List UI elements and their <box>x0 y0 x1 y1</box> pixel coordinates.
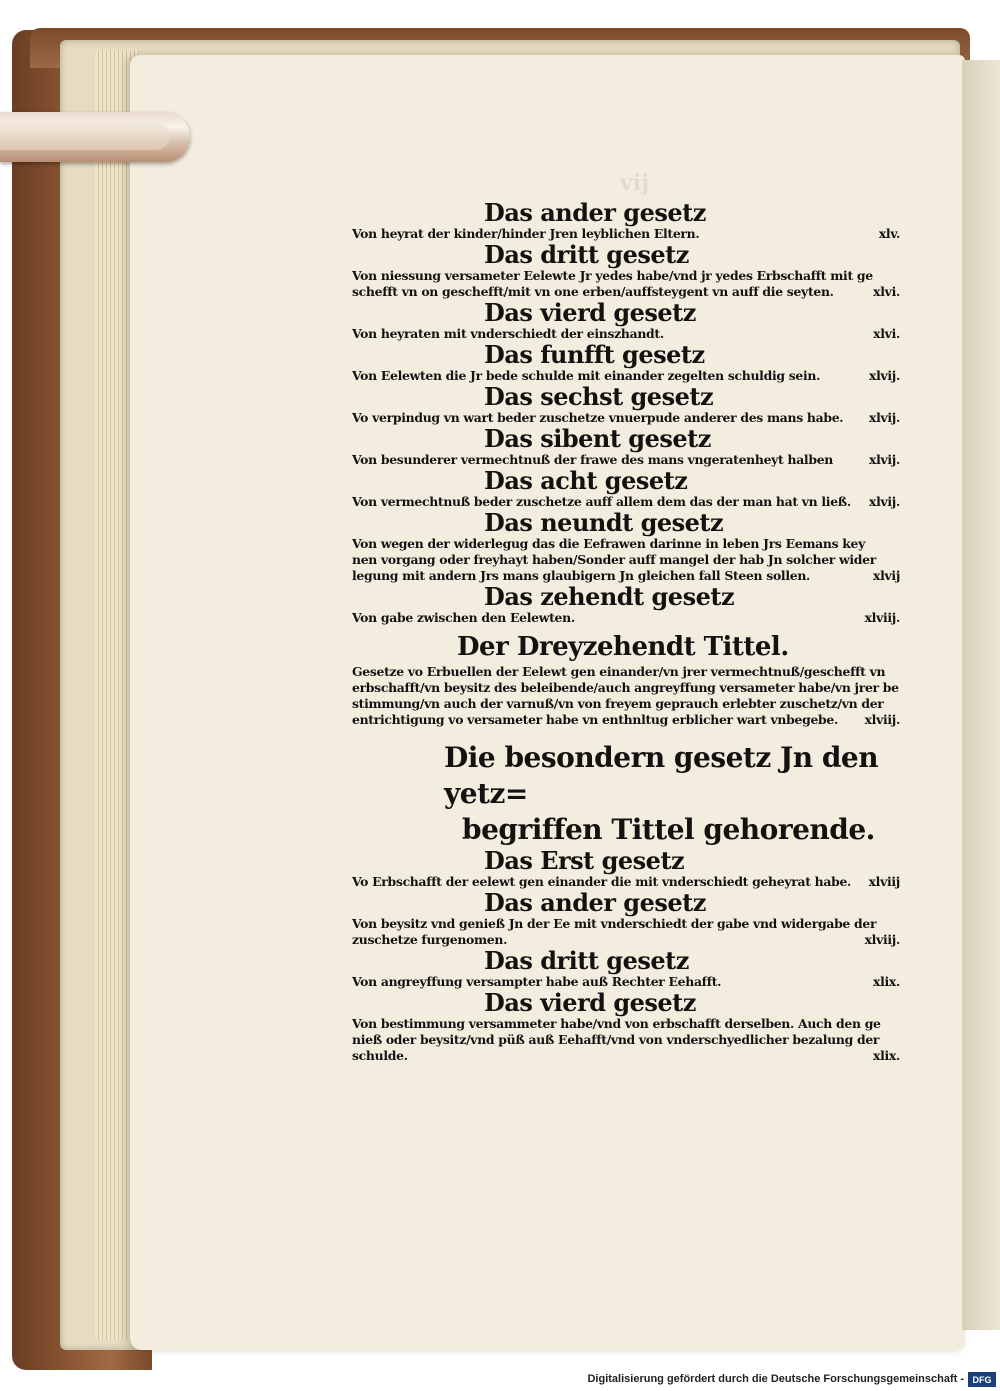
section-heading: Das dritt gesetz <box>484 946 689 975</box>
folio-reference <box>890 696 900 712</box>
entry-text: Von gabe zwischen den Eelewten. <box>352 610 575 625</box>
folio-reference: xlvij. <box>869 368 900 383</box>
folio-reference: xlvij. <box>869 494 900 509</box>
entry-line <box>352 664 900 680</box>
entry-line <box>352 696 900 712</box>
entry-line <box>352 1016 900 1032</box>
folio-reference: xlviij <box>868 874 900 889</box>
entry-text: zuschetze furgenomen. <box>352 932 508 947</box>
entry-line <box>352 916 900 932</box>
entry-text: Von besunderer vermechtnuß der frawe des mans vngeratenheyt halben <box>352 452 833 467</box>
facing-page-edge <box>962 60 1000 1330</box>
dfg-logo: DFG <box>968 1372 996 1387</box>
entry-text: Von Eelewten die Jr bede schulde mit einander zegelten schuldig sein. <box>352 368 821 383</box>
section-entry <box>352 536 900 584</box>
entry-text: schulde. <box>352 1048 408 1063</box>
folio-reference: xlvij <box>873 568 900 583</box>
section-heading: Das vierd gesetz <box>484 988 696 1017</box>
folio-reference <box>890 1016 900 1032</box>
bleed-through-text: vij <box>620 170 650 196</box>
entry-text: Von heyrat der kinder/hinder Jren leyblichen Eltern. <box>352 226 700 241</box>
entry-line <box>352 712 900 728</box>
funding-notice: Digitalisierung gefördert durch die Deutsche Forschungsgemeinschaft - <box>587 1373 964 1385</box>
section-heading: Das funfft gesetz <box>484 340 705 369</box>
entry-line <box>352 610 900 626</box>
folio-reference <box>890 916 900 932</box>
folio-reference <box>890 552 900 568</box>
folio-reference: xlviij. <box>864 610 900 625</box>
folio-reference <box>890 268 900 284</box>
folio-reference: xlvi. <box>873 284 900 299</box>
entry-line <box>352 552 900 568</box>
section-heading: Die besondern gesetz Jn den yetz= <box>444 741 879 810</box>
entry-text: Von angreyffung versampter habe auß Rechter Eehafft. <box>352 974 722 989</box>
entry-text: Von heyraten mit vnderschiedt der einszhandt. <box>352 326 664 341</box>
entry-line <box>352 1032 900 1048</box>
folio-reference <box>890 664 900 680</box>
section-heading: Das acht gesetz <box>484 466 688 495</box>
folio-reference: xlviij. <box>864 712 900 727</box>
folio-reference: xlv. <box>878 226 900 241</box>
folio-reference: xlix. <box>872 1048 900 1063</box>
section-entry <box>352 268 900 300</box>
footer-bar <box>0 1370 1000 1391</box>
folio-reference: xlix. <box>872 974 900 989</box>
entry-text: Von beysitz vnd genieß Jn der Ee mit vnderschiedt der gabe vnd widergabe der <box>352 916 877 931</box>
entry-text: Von wegen der widerlegug das die Eefrawen darinne in leben Jrs Eemans key <box>352 536 866 551</box>
entry-text: entrichtigung vo versameter habe vn enthnltug erblicher wart vnbegebe. <box>352 712 838 727</box>
folio-reference: xlvij. <box>869 452 900 467</box>
entry-text: Von bestimmung versammeter habe/vnd von erbschafft derselben. Auch den ge <box>352 1016 881 1031</box>
folio-reference <box>890 536 900 552</box>
entry-text: erbschafft/vn beysitz des beleibende/auch angreyffung versameter habe/vn jrer be <box>352 680 899 695</box>
section-heading: Das ander gesetz <box>484 888 706 917</box>
entry-line <box>352 536 900 552</box>
entry-line <box>352 268 900 284</box>
entry-text: Von vermechtnuß beder zuschetze auff allem dem das der man hat vn ließ. <box>352 494 851 509</box>
entry-text: Vo verpindug vn wart beder zuschetze vnuerpude anderer des mans habe. <box>352 410 844 425</box>
folio-reference <box>899 680 909 696</box>
folio-reference: xlvi. <box>873 326 900 341</box>
folio-reference: xlviij. <box>864 932 900 947</box>
section-entry <box>352 664 900 728</box>
entry-text: nieß oder beysitz/vnd püß auß Eehafft/vnd von vnderschyedlicher bezalung der <box>352 1032 880 1047</box>
entry-text: legung mit andern Jrs mans glaubigern Jn gleichen fall Steen sollen. <box>352 568 811 583</box>
section-entry <box>352 1016 900 1064</box>
section-heading: begriffen Tittel gehorende. <box>462 813 875 846</box>
entry-line <box>352 680 900 696</box>
section-heading: Das sechst gesetz <box>484 382 714 411</box>
section-entry <box>352 916 900 948</box>
section-entry <box>352 610 900 626</box>
entry-text: stimmung/vn auch der varnuß/vn von freyem geprauch erlebter zuschetz/vn der <box>352 696 884 711</box>
page-clip-highlight <box>0 122 170 150</box>
section-heading: Das ander gesetz <box>484 198 706 227</box>
section-heading: Das neundt gesetz <box>484 508 724 537</box>
entry-text: Vo Erbschafft der eelewt gen einander die mit vnderschiedt geheyrat habe. <box>352 874 852 889</box>
section-heading: Das zehendt gesetz <box>484 582 735 611</box>
entry-text: nen vorgang oder freyhayt haben/Sonder auff mangel der hab Jn solcher wider <box>352 552 876 567</box>
entry-text: Gesetze vo Erbuellen der Eelewt gen einander/vn jrer vermechtnuß/geschefft vn <box>352 664 886 679</box>
entry-text: schefft vn on geschefft/mit vn one erben/auffsteygent vn auff die seyten. <box>352 284 834 299</box>
section-heading: Das sibent gesetz <box>484 424 711 453</box>
table-of-contents <box>352 200 900 1064</box>
folio-reference <box>890 1032 900 1048</box>
section-heading: Das dritt gesetz <box>484 240 689 269</box>
section-heading: Das Erst gesetz <box>484 846 685 875</box>
section-heading: Das vierd gesetz <box>484 298 696 327</box>
section-heading: Der Dreyzehendt Tittel. <box>457 632 789 662</box>
entry-line <box>352 1048 900 1064</box>
entry-text: Von niessung versameter Eelewte Jr yedes habe/vnd jr yedes Erbschafft mit ge <box>352 268 873 283</box>
folio-reference: xlvij. <box>869 410 900 425</box>
